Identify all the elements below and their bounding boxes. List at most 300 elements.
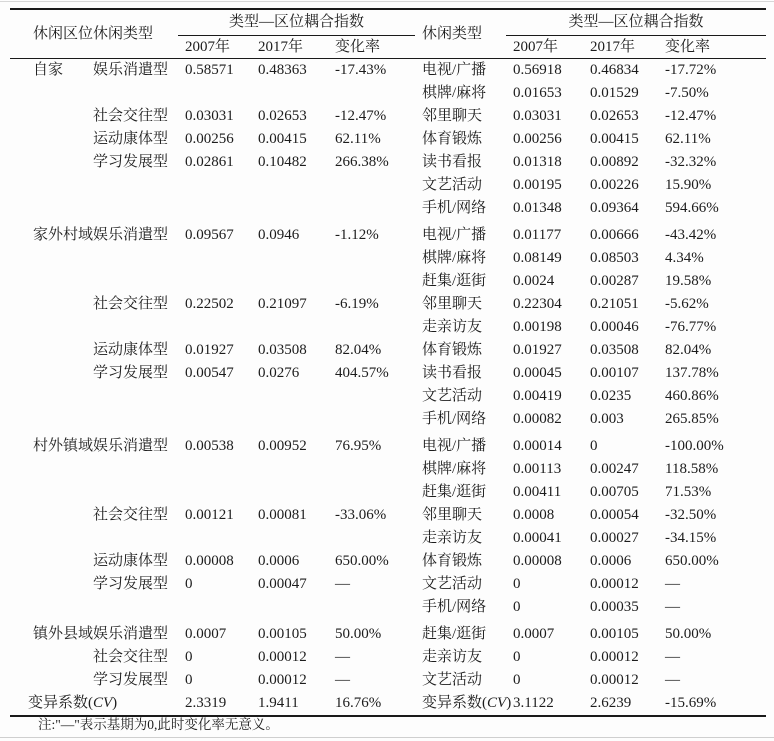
cell-location: 家外村域 <box>33 227 94 243</box>
cell-type-right: 体育锻炼 <box>422 553 483 569</box>
cell-rate-left <box>328 458 415 481</box>
cell-type-right: 走亲访友 <box>422 649 483 665</box>
cell-location <box>10 481 85 504</box>
header-rate-right: 变化率 <box>658 36 766 59</box>
table-row <box>10 646 766 669</box>
cell-2007-left: 0.58571 <box>185 62 234 78</box>
cell-2017-right: 0.00012 <box>590 672 639 688</box>
cell-rate-left <box>328 481 415 504</box>
cell-type-right: 棋牌/麻将 <box>422 250 487 266</box>
cell-rate-right: 19.58% <box>665 273 712 289</box>
cell-2007-right: 0.0007 <box>513 626 555 642</box>
cell-rate-left: 62.11% <box>335 131 381 147</box>
cell-2007-left: 0.0007 <box>185 626 227 642</box>
cell-2007-left <box>178 385 251 408</box>
cell-2017-left <box>251 458 328 481</box>
cell-2017-left: 0.02653 <box>258 108 307 124</box>
cell-2017-left <box>251 408 328 431</box>
cv-label-close: ) <box>112 695 118 711</box>
cell-2007-left: 0.00008 <box>185 553 234 569</box>
cell-rate-left: 650.00% <box>335 553 389 569</box>
cell-2007-right: 0 <box>513 599 521 615</box>
cell-2007-left: 0.03031 <box>185 108 234 124</box>
cell-location <box>10 128 85 151</box>
cell-rate-left <box>328 197 415 220</box>
cell-location <box>10 316 85 339</box>
table-row <box>10 573 766 596</box>
cell-2017-right: 0.02653 <box>590 108 639 124</box>
cell-type-right: 赶集/逛街 <box>422 626 487 642</box>
table-row <box>10 596 766 619</box>
cell-2007-left: 0 <box>185 672 193 688</box>
cell-2007-left: 0.22502 <box>185 296 234 312</box>
table-row <box>10 385 766 408</box>
cv-2017-left: 1.9411 <box>258 695 299 711</box>
cell-2017-right: 0.00287 <box>590 273 639 289</box>
cell-type-right: 文艺活动 <box>422 177 483 193</box>
cell-2007-right: 0.00082 <box>513 411 562 427</box>
cell-2017-left <box>251 174 328 197</box>
cell-rate-right: 460.86% <box>665 388 719 404</box>
cell-2007-left: 0.09567 <box>185 227 234 243</box>
table-row <box>10 316 766 339</box>
cell-location <box>10 82 85 105</box>
table-row <box>10 174 766 197</box>
cell-rate-right: 137.78% <box>665 365 719 381</box>
cell-type-left <box>85 82 178 105</box>
cell-rate-left <box>328 316 415 339</box>
cell-2017-right: 0.00666 <box>590 227 639 243</box>
cell-rate-right: — <box>665 599 681 615</box>
cell-type-left: 社会交往型 <box>93 507 169 523</box>
header-rate-left: 变化率 <box>328 36 415 59</box>
cell-rate-left <box>328 527 415 550</box>
cell-rate-left: — <box>335 576 350 592</box>
header-2007-left: 2007年 <box>178 36 251 59</box>
cell-2007-right: 0.00014 <box>513 438 562 454</box>
cell-2007-left: 0.00538 <box>185 438 234 454</box>
header-leisure-location: 休闲区位 <box>10 9 85 59</box>
cell-2017-left: 0.00081 <box>258 507 307 523</box>
cell-location <box>10 197 85 220</box>
cell-2007-left <box>178 596 251 619</box>
header-2007-right: 2007年 <box>506 36 583 59</box>
cell-location <box>10 151 85 174</box>
cell-location <box>10 550 85 573</box>
cell-type-left: 娱乐消遣型 <box>93 62 169 78</box>
cell-2007-left: 0.00121 <box>185 507 234 523</box>
cell-2007-right: 0 <box>513 672 521 688</box>
cell-rate-left <box>328 174 415 197</box>
cell-location <box>10 527 85 550</box>
table-row <box>10 362 766 385</box>
table-row <box>10 220 766 247</box>
cell-type-left: 学习发展型 <box>93 576 169 592</box>
cell-rate-right: — <box>665 649 681 665</box>
cell-location <box>10 362 85 385</box>
cell-type-right: 邻里聊天 <box>422 507 483 523</box>
cell-rate-right: 82.04% <box>665 342 712 358</box>
cell-rate-left <box>328 596 415 619</box>
cell-2017-right: 0.00105 <box>590 626 639 642</box>
cv-2017-right: 2.6239 <box>590 695 632 711</box>
cell-2017-right: 0.00027 <box>590 530 639 546</box>
header-2017-left: 2017年 <box>251 36 328 59</box>
cell-type-left <box>85 481 178 504</box>
table-row <box>10 128 766 151</box>
cell-2017-left: 0.00105 <box>258 626 307 642</box>
cell-rate-left: — <box>335 649 350 665</box>
cell-2017-right: 0.03508 <box>590 342 639 358</box>
cell-2017-left: 0.00012 <box>258 672 307 688</box>
cell-location <box>10 270 85 293</box>
cell-location <box>10 408 85 431</box>
cell-2007-right: 0.00045 <box>513 365 562 381</box>
cell-2007-right: 0 <box>513 576 521 592</box>
cell-type-left: 社会交往型 <box>93 296 169 312</box>
cell-2007-left <box>178 408 251 431</box>
cell-rate-right: -32.32% <box>665 154 717 170</box>
cell-type-left: 学习发展型 <box>93 365 169 381</box>
cell-rate-right: -43.42% <box>665 227 717 243</box>
cell-2017-left: 0.00012 <box>258 649 307 665</box>
cell-type-left <box>85 527 178 550</box>
cell-rate-left: — <box>335 672 350 688</box>
cell-2007-left <box>178 82 251 105</box>
cell-2017-right: 0.00054 <box>590 507 639 523</box>
cell-2017-right: 0.0006 <box>590 553 632 569</box>
cell-2017-left: 0.0006 <box>258 553 300 569</box>
cell-2007-left <box>178 270 251 293</box>
cell-rate-right: 594.66% <box>665 200 719 216</box>
cell-rate-right: — <box>665 576 681 592</box>
cv-section <box>10 692 766 716</box>
cell-2007-right: 0.01653 <box>513 85 562 101</box>
cell-2017-left <box>251 247 328 270</box>
cell-2017-left: 0.10482 <box>258 154 307 170</box>
cell-type-right: 手机/网络 <box>422 411 487 427</box>
table-row <box>10 105 766 128</box>
cell-2017-left: 0.03508 <box>258 342 307 358</box>
table-row <box>10 669 766 692</box>
cell-2007-right: 0.22304 <box>513 296 562 312</box>
cell-rate-right: 4.34% <box>665 250 704 266</box>
cell-2017-right: 0.00035 <box>590 599 639 615</box>
cell-type-left: 学习发展型 <box>93 672 169 688</box>
cell-2007-right: 0.56918 <box>513 62 562 78</box>
cell-type-right: 文艺活动 <box>422 672 483 688</box>
bottom-scan-divider <box>0 737 774 738</box>
cv-row <box>10 692 766 716</box>
cell-2017-right: 0.00892 <box>590 154 639 170</box>
cell-2007-right: 0 <box>513 649 521 665</box>
cell-2017-left <box>251 481 328 504</box>
header-leisure-type-left: 休闲类型 <box>85 9 178 59</box>
cell-2007-right: 0.01348 <box>513 200 562 216</box>
cell-type-left <box>85 458 178 481</box>
cell-2017-left <box>251 316 328 339</box>
cell-type-right: 电视/广播 <box>422 227 487 243</box>
cell-rate-left: 404.57% <box>335 365 389 381</box>
cell-rate-left <box>328 82 415 105</box>
table-row <box>10 458 766 481</box>
cell-rate-left: -17.43% <box>335 62 387 78</box>
cell-type-left <box>85 408 178 431</box>
cell-location <box>10 596 85 619</box>
cell-2017-left: 0.00952 <box>258 438 307 454</box>
cell-2017-right: 0.01529 <box>590 85 639 101</box>
cell-2017-right: 0.003 <box>590 411 624 427</box>
cell-rate-left <box>328 385 415 408</box>
cell-type-left: 娱乐消遣型 <box>93 626 169 642</box>
table-row <box>10 504 766 527</box>
cell-type-right: 邻里聊天 <box>422 296 483 312</box>
cell-type-right: 文艺活动 <box>422 388 483 404</box>
cell-type-left <box>85 174 178 197</box>
cell-rate-right: -17.72% <box>665 62 717 78</box>
cell-type-left <box>85 596 178 619</box>
cell-type-right: 手机/网络 <box>422 200 487 216</box>
cell-rate-left: 266.38% <box>335 154 389 170</box>
cell-2007-right: 0.00198 <box>513 319 562 335</box>
cell-2017-right: 0.00107 <box>590 365 639 381</box>
cell-2007-left: 0.00547 <box>185 365 234 381</box>
cell-type-right: 手机/网络 <box>422 599 487 615</box>
cell-rate-left <box>328 270 415 293</box>
cv-rate-right: -15.69% <box>665 695 717 711</box>
cell-type-left: 社会交往型 <box>93 108 169 124</box>
table-row <box>10 481 766 504</box>
table-row <box>10 619 766 646</box>
cell-2017-left: 0.0276 <box>258 365 300 381</box>
cell-type-left <box>85 247 178 270</box>
cell-2017-left: 0.21097 <box>258 296 307 312</box>
header-leisure-type-right: 休闲类型 <box>415 9 506 59</box>
table-footnote: 注:"—"表示基期为0,此时变化率无意义。 <box>38 717 279 732</box>
table-row <box>10 82 766 105</box>
cell-rate-right: -100.00% <box>665 438 724 454</box>
cell-2017-left: 0.00415 <box>258 131 307 147</box>
cell-type-left: 运动康体型 <box>93 342 169 358</box>
cell-type-left: 学习发展型 <box>93 154 169 170</box>
cell-type-right: 文艺活动 <box>422 576 483 592</box>
table-row <box>10 293 766 316</box>
cell-2007-right: 0.01177 <box>513 227 562 243</box>
cell-2017-right: 0 <box>590 438 598 454</box>
table-body <box>10 59 766 693</box>
cell-2007-left: 0.02861 <box>185 154 234 170</box>
cell-2007-left: 0 <box>185 576 193 592</box>
cv-symbol: CV <box>487 695 507 711</box>
table-row <box>10 151 766 174</box>
cell-2017-right: 0.09364 <box>590 200 639 216</box>
table-row <box>10 550 766 573</box>
cell-type-right: 读书看报 <box>422 154 483 170</box>
cell-location <box>10 669 85 692</box>
cell-type-left: 社会交往型 <box>93 649 169 665</box>
cell-2007-left: 0.01927 <box>185 342 234 358</box>
cell-2007-right: 0.00195 <box>513 177 562 193</box>
coupling-index-table <box>10 8 766 717</box>
header-2017-right: 2017年 <box>583 36 658 59</box>
cell-2007-right: 0.00419 <box>513 388 562 404</box>
cell-2017-left: 0.0946 <box>258 227 300 243</box>
table-row <box>10 339 766 362</box>
cell-2007-right: 0.08149 <box>513 250 562 266</box>
cell-2007-left <box>178 247 251 270</box>
cell-rate-left <box>328 247 415 270</box>
cell-type-left <box>85 270 178 293</box>
cell-rate-right: -12.47% <box>665 108 717 124</box>
cell-2007-left <box>178 481 251 504</box>
cell-rate-left: 76.95% <box>335 438 382 454</box>
cell-2017-left <box>251 596 328 619</box>
cell-type-right: 棋牌/麻将 <box>422 461 487 477</box>
cv-2007-right: 3.1122 <box>513 695 554 711</box>
cell-2017-left <box>251 385 328 408</box>
cell-rate-right: -7.50% <box>665 85 709 101</box>
cell-2007-left: 0 <box>185 649 193 665</box>
cell-2017-right: 0.00226 <box>590 177 639 193</box>
cell-type-left: 运动康体型 <box>93 553 169 569</box>
cell-type-left <box>85 197 178 220</box>
cell-type-right: 电视/广播 <box>422 62 487 78</box>
cv-rate-left: 16.76% <box>335 695 382 711</box>
cell-location <box>10 458 85 481</box>
cell-rate-right: 650.00% <box>665 553 719 569</box>
cell-type-right: 走亲访友 <box>422 319 483 335</box>
cell-2017-left: 0.48363 <box>258 62 307 78</box>
cell-2007-right: 0.03031 <box>513 108 562 124</box>
table-header <box>10 9 766 59</box>
cell-location <box>10 646 85 669</box>
cell-type-left: 运动康体型 <box>93 131 169 147</box>
cv-label-right <box>415 692 512 716</box>
cell-2007-right: 0.00411 <box>513 484 562 500</box>
cell-2007-right: 0.0008 <box>513 507 555 523</box>
cell-2007-left <box>178 316 251 339</box>
cell-rate-right: 118.58% <box>665 461 719 477</box>
cell-type-right: 邻里聊天 <box>422 108 483 124</box>
cell-2017-left <box>251 82 328 105</box>
cell-2007-right: 0.01318 <box>513 154 562 170</box>
cell-type-right: 赶集/逛街 <box>422 273 487 289</box>
table-row <box>10 197 766 220</box>
cell-type-right: 棋牌/麻将 <box>422 85 487 101</box>
cv-label-left <box>10 692 178 716</box>
cell-location <box>10 504 85 527</box>
cell-rate-left: -33.06% <box>335 507 387 523</box>
cell-2007-right: 0.00113 <box>513 461 562 477</box>
cell-rate-left: -1.12% <box>335 227 379 243</box>
cell-2017-left: 0.00047 <box>258 576 307 592</box>
cell-type-right: 电视/广播 <box>422 438 487 454</box>
cell-2007-left <box>178 197 251 220</box>
cell-rate-right: 62.11% <box>665 131 711 147</box>
cell-2017-right: 0.00247 <box>590 461 639 477</box>
cell-2017-right: 0.00012 <box>590 649 639 665</box>
cell-rate-right: 15.90% <box>665 177 712 193</box>
top-scan-divider <box>0 1 774 2</box>
cv-2007-left: 2.3319 <box>185 695 227 711</box>
cell-type-right: 体育锻炼 <box>422 342 483 358</box>
cell-2017-right: 0.00012 <box>590 576 639 592</box>
table-row <box>10 270 766 293</box>
table-row <box>10 408 766 431</box>
cell-2017-left <box>251 527 328 550</box>
cell-2017-right: 0.00046 <box>590 319 639 335</box>
cell-type-right: 赶集/逛街 <box>422 484 487 500</box>
cell-type-left <box>85 316 178 339</box>
cell-2017-right: 0.00415 <box>590 131 639 147</box>
cell-location: 镇外县域 <box>33 626 94 642</box>
cell-2007-left <box>178 458 251 481</box>
cell-location <box>10 573 85 596</box>
cell-type-left: 娱乐消遣型 <box>93 227 169 243</box>
cell-2007-left <box>178 527 251 550</box>
cell-2017-right: 0.00705 <box>590 484 639 500</box>
cell-2017-left <box>251 197 328 220</box>
cell-rate-left: 50.00% <box>335 626 382 642</box>
cell-2017-right: 0.46834 <box>590 62 639 78</box>
cell-rate-left <box>328 408 415 431</box>
table-row <box>10 431 766 458</box>
cell-rate-right: -34.15% <box>665 530 717 546</box>
cell-2007-right: 0.00256 <box>513 131 562 147</box>
cell-2007-left: 0.00256 <box>185 131 234 147</box>
cell-2007-left <box>178 174 251 197</box>
cell-rate-left: 82.04% <box>335 342 382 358</box>
cell-2007-right: 0.0024 <box>513 273 555 289</box>
cell-location: 自家 <box>33 62 64 78</box>
header-coupling-group-right: 类型—区位耦合指数 <box>506 9 766 36</box>
cell-location <box>10 174 85 197</box>
cell-2007-right: 0.00041 <box>513 530 562 546</box>
table-row <box>10 247 766 270</box>
cell-location <box>10 385 85 408</box>
cell-location <box>10 247 85 270</box>
cell-rate-left: -12.47% <box>335 108 387 124</box>
cell-type-right: 读书看报 <box>422 365 483 381</box>
cv-label-text: 变异系数( <box>422 695 488 711</box>
cell-2017-right: 0.21051 <box>590 296 639 312</box>
cell-rate-right: 50.00% <box>665 626 712 642</box>
cell-location: 村外镇域 <box>33 438 94 454</box>
cv-label-close: ) <box>506 695 512 711</box>
cell-location <box>10 105 85 128</box>
cell-type-right: 走亲访友 <box>422 530 483 546</box>
cell-rate-left: -6.19% <box>335 296 379 312</box>
cell-type-left: 娱乐消遣型 <box>93 438 169 454</box>
cv-label-text: 变异系数( <box>28 695 93 711</box>
cell-rate-right: -32.50% <box>665 507 717 523</box>
cell-type-left <box>85 385 178 408</box>
table-row <box>10 59 766 83</box>
cell-2017-left <box>251 270 328 293</box>
cell-rate-right: 265.85% <box>665 411 719 427</box>
cell-rate-right: -5.62% <box>665 296 709 312</box>
cell-type-right: 体育锻炼 <box>422 131 483 147</box>
cell-2017-right: 0.0235 <box>590 388 632 404</box>
header-group-row <box>10 9 766 36</box>
cell-2007-right: 0.00008 <box>513 553 562 569</box>
header-coupling-group-left: 类型—区位耦合指数 <box>178 9 415 36</box>
cv-symbol: CV <box>93 695 113 711</box>
cell-2017-right: 0.08503 <box>590 250 639 266</box>
table-row <box>10 527 766 550</box>
cell-location <box>10 293 85 316</box>
cell-rate-right: — <box>665 672 681 688</box>
